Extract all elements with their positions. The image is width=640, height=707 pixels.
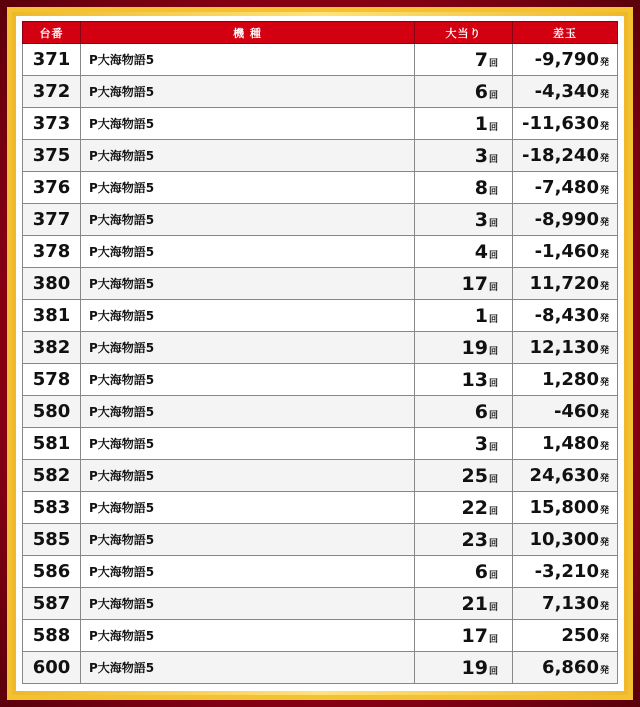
big-hits-cell bbox=[415, 588, 513, 620]
machine-number: 380 bbox=[23, 268, 81, 300]
table-row bbox=[23, 108, 618, 140]
big-hits-unit: 回 bbox=[488, 346, 498, 357]
difference-cell bbox=[513, 108, 618, 140]
big-hits-value: 19 bbox=[461, 656, 488, 679]
difference-value: 10,300 bbox=[529, 529, 599, 550]
big-hits-cell bbox=[415, 396, 513, 428]
model-name: P大海物語5 bbox=[81, 364, 415, 396]
difference-unit: 発 bbox=[599, 666, 609, 676]
model-name: P大海物語5 bbox=[81, 76, 415, 108]
model-name: P大海物語5 bbox=[81, 332, 415, 364]
difference-cell bbox=[513, 364, 618, 396]
model-name: P大海物語5 bbox=[81, 524, 415, 556]
machine-number: 588 bbox=[23, 620, 81, 652]
table-row bbox=[23, 556, 618, 588]
machine-number: 600 bbox=[23, 652, 81, 684]
big-hits-value: 6 bbox=[474, 560, 488, 583]
difference-value: 24,630 bbox=[529, 465, 599, 486]
difference-unit: 発 bbox=[599, 506, 609, 516]
big-hits-value: 1 bbox=[474, 112, 488, 135]
difference-unit: 発 bbox=[599, 410, 609, 420]
difference-value: -11,630 bbox=[522, 113, 599, 134]
difference-unit: 発 bbox=[599, 218, 609, 228]
difference-unit: 発 bbox=[599, 602, 609, 612]
machine-number: 382 bbox=[23, 332, 81, 364]
difference-unit: 発 bbox=[599, 314, 609, 324]
machine-number: 582 bbox=[23, 460, 81, 492]
big-hits-unit: 回 bbox=[488, 538, 498, 549]
difference-unit: 発 bbox=[599, 538, 609, 548]
big-hits-cell bbox=[415, 332, 513, 364]
difference-unit: 発 bbox=[599, 282, 609, 292]
machine-number: 377 bbox=[23, 204, 81, 236]
header-difference: 差玉 bbox=[513, 22, 618, 44]
table-row bbox=[23, 620, 618, 652]
model-name: P大海物語5 bbox=[81, 44, 415, 76]
difference-unit: 発 bbox=[599, 378, 609, 388]
big-hits-cell bbox=[415, 236, 513, 268]
big-hits-unit: 回 bbox=[488, 90, 498, 101]
big-hits-unit: 回 bbox=[488, 666, 498, 677]
model-name: P大海物語5 bbox=[81, 204, 415, 236]
machine-number: 581 bbox=[23, 428, 81, 460]
header-big-hits: 大当り bbox=[415, 22, 513, 44]
table-row bbox=[23, 364, 618, 396]
machine-number: 583 bbox=[23, 492, 81, 524]
big-hits-cell bbox=[415, 44, 513, 76]
table-row bbox=[23, 588, 618, 620]
big-hits-value: 19 bbox=[461, 336, 488, 359]
difference-cell bbox=[513, 396, 618, 428]
difference-unit: 発 bbox=[599, 474, 609, 484]
table-row bbox=[23, 428, 618, 460]
big-hits-value: 4 bbox=[474, 240, 488, 263]
difference-cell bbox=[513, 204, 618, 236]
difference-cell bbox=[513, 44, 618, 76]
big-hits-cell bbox=[415, 108, 513, 140]
big-hits-value: 8 bbox=[474, 176, 488, 199]
big-hits-cell bbox=[415, 140, 513, 172]
big-hits-value: 6 bbox=[474, 80, 488, 103]
big-hits-value: 3 bbox=[474, 432, 488, 455]
difference-cell bbox=[513, 460, 618, 492]
difference-value: -1,460 bbox=[534, 241, 599, 262]
table-row bbox=[23, 492, 618, 524]
big-hits-value: 3 bbox=[474, 144, 488, 167]
big-hits-unit: 回 bbox=[488, 442, 498, 453]
table-row bbox=[23, 236, 618, 268]
model-name: P大海物語5 bbox=[81, 268, 415, 300]
table-row bbox=[23, 300, 618, 332]
difference-cell bbox=[513, 172, 618, 204]
machine-number: 373 bbox=[23, 108, 81, 140]
table-row bbox=[23, 332, 618, 364]
big-hits-cell bbox=[415, 620, 513, 652]
model-name: P大海物語5 bbox=[81, 492, 415, 524]
big-hits-cell bbox=[415, 268, 513, 300]
big-hits-value: 21 bbox=[461, 592, 488, 615]
big-hits-cell bbox=[415, 460, 513, 492]
big-hits-unit: 回 bbox=[488, 634, 498, 645]
big-hits-unit: 回 bbox=[488, 506, 498, 517]
difference-unit: 発 bbox=[599, 154, 609, 164]
big-hits-cell bbox=[415, 652, 513, 684]
big-hits-value: 22 bbox=[461, 496, 488, 519]
big-hits-value: 7 bbox=[474, 48, 488, 71]
machine-data-table bbox=[22, 21, 618, 684]
difference-value: 1,480 bbox=[542, 433, 599, 454]
model-name: P大海物語5 bbox=[81, 396, 415, 428]
big-hits-unit: 回 bbox=[488, 378, 498, 389]
big-hits-value: 17 bbox=[461, 272, 488, 295]
difference-value: 1,280 bbox=[542, 369, 599, 390]
big-hits-cell bbox=[415, 364, 513, 396]
table-panel bbox=[16, 16, 624, 691]
big-hits-cell bbox=[415, 172, 513, 204]
big-hits-unit: 回 bbox=[488, 154, 498, 165]
gold-frame bbox=[7, 7, 633, 700]
machine-number: 586 bbox=[23, 556, 81, 588]
machine-number: 587 bbox=[23, 588, 81, 620]
big-hits-cell bbox=[415, 492, 513, 524]
machine-number: 585 bbox=[23, 524, 81, 556]
big-hits-value: 3 bbox=[474, 208, 488, 231]
difference-cell bbox=[513, 652, 618, 684]
big-hits-cell bbox=[415, 556, 513, 588]
difference-cell bbox=[513, 76, 618, 108]
difference-cell bbox=[513, 140, 618, 172]
big-hits-unit: 回 bbox=[488, 474, 498, 485]
big-hits-unit: 回 bbox=[488, 218, 498, 229]
difference-unit: 発 bbox=[599, 58, 609, 68]
difference-value: -8,990 bbox=[534, 209, 599, 230]
big-hits-unit: 回 bbox=[488, 186, 498, 197]
big-hits-unit: 回 bbox=[488, 410, 498, 421]
difference-value: -460 bbox=[553, 401, 599, 422]
model-name: P大海物語5 bbox=[81, 588, 415, 620]
difference-unit: 発 bbox=[599, 634, 609, 644]
difference-value: -7,480 bbox=[534, 177, 599, 198]
big-hits-unit: 回 bbox=[488, 314, 498, 325]
difference-value: -9,790 bbox=[534, 49, 599, 70]
difference-cell bbox=[513, 588, 618, 620]
difference-cell bbox=[513, 620, 618, 652]
model-name: P大海物語5 bbox=[81, 236, 415, 268]
table-row bbox=[23, 204, 618, 236]
big-hits-unit: 回 bbox=[488, 250, 498, 261]
table-row bbox=[23, 76, 618, 108]
difference-value: -18,240 bbox=[522, 145, 599, 166]
model-name: P大海物語5 bbox=[81, 652, 415, 684]
difference-value: 250 bbox=[561, 625, 599, 646]
difference-cell bbox=[513, 236, 618, 268]
difference-unit: 発 bbox=[599, 570, 609, 580]
header-machine-number: 台番 bbox=[23, 22, 81, 44]
difference-value: 7,130 bbox=[542, 593, 599, 614]
big-hits-unit: 回 bbox=[488, 282, 498, 293]
difference-cell bbox=[513, 428, 618, 460]
model-name: P大海物語5 bbox=[81, 620, 415, 652]
difference-cell bbox=[513, 300, 618, 332]
big-hits-value: 25 bbox=[461, 464, 488, 487]
difference-value: 12,130 bbox=[529, 337, 599, 358]
model-name: P大海物語5 bbox=[81, 172, 415, 204]
header-model: 機 種 bbox=[81, 22, 415, 44]
difference-unit: 発 bbox=[599, 122, 609, 132]
difference-value: 11,720 bbox=[529, 273, 599, 294]
header-row bbox=[23, 22, 618, 44]
difference-unit: 発 bbox=[599, 346, 609, 356]
table-row bbox=[23, 396, 618, 428]
machine-number: 372 bbox=[23, 76, 81, 108]
big-hits-unit: 回 bbox=[488, 570, 498, 581]
model-name: P大海物語5 bbox=[81, 300, 415, 332]
difference-value: -3,210 bbox=[534, 561, 599, 582]
model-name: P大海物語5 bbox=[81, 140, 415, 172]
machine-number: 376 bbox=[23, 172, 81, 204]
machine-number: 378 bbox=[23, 236, 81, 268]
big-hits-value: 23 bbox=[461, 528, 488, 551]
difference-cell bbox=[513, 332, 618, 364]
machine-number: 375 bbox=[23, 140, 81, 172]
difference-cell bbox=[513, 268, 618, 300]
difference-value: 6,860 bbox=[542, 657, 599, 678]
difference-unit: 発 bbox=[599, 186, 609, 196]
big-hits-cell bbox=[415, 76, 513, 108]
model-name: P大海物語5 bbox=[81, 108, 415, 140]
big-hits-value: 6 bbox=[474, 400, 488, 423]
big-hits-value: 17 bbox=[461, 624, 488, 647]
model-name: P大海物語5 bbox=[81, 428, 415, 460]
difference-unit: 発 bbox=[599, 90, 609, 100]
big-hits-cell bbox=[415, 524, 513, 556]
big-hits-unit: 回 bbox=[488, 602, 498, 613]
table-row bbox=[23, 140, 618, 172]
big-hits-value: 1 bbox=[474, 304, 488, 327]
table-row bbox=[23, 652, 618, 684]
big-hits-cell bbox=[415, 428, 513, 460]
table-row bbox=[23, 268, 618, 300]
machine-number: 578 bbox=[23, 364, 81, 396]
big-hits-value: 13 bbox=[461, 368, 488, 391]
model-name: P大海物語5 bbox=[81, 556, 415, 588]
big-hits-unit: 回 bbox=[488, 122, 498, 133]
table-row bbox=[23, 172, 618, 204]
difference-value: 15,800 bbox=[529, 497, 599, 518]
difference-cell bbox=[513, 524, 618, 556]
table-row bbox=[23, 524, 618, 556]
machine-number: 381 bbox=[23, 300, 81, 332]
big-hits-cell bbox=[415, 204, 513, 236]
machine-number: 580 bbox=[23, 396, 81, 428]
table-row bbox=[23, 44, 618, 76]
big-hits-cell bbox=[415, 300, 513, 332]
big-hits-unit: 回 bbox=[488, 58, 498, 69]
difference-unit: 発 bbox=[599, 250, 609, 260]
model-name: P大海物語5 bbox=[81, 460, 415, 492]
difference-value: -8,430 bbox=[534, 305, 599, 326]
table-row bbox=[23, 460, 618, 492]
difference-cell bbox=[513, 556, 618, 588]
machine-number: 371 bbox=[23, 44, 81, 76]
difference-value: -4,340 bbox=[534, 81, 599, 102]
difference-unit: 発 bbox=[599, 442, 609, 452]
difference-cell bbox=[513, 492, 618, 524]
